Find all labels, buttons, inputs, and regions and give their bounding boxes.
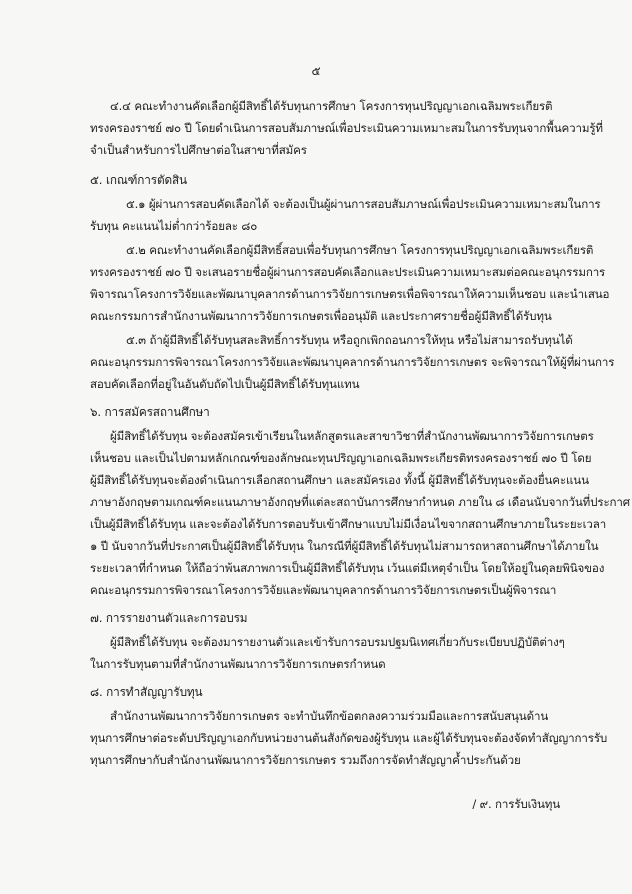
section-6-line-4: ภาษาอังกฤษตามเกณฑ์คะแนนภาษาอังกฤษที่แต่ละสถาบันการศึกษากำหนด ภายใน ๘ เดือนนับจากวันที่ประกาศ (90, 495, 630, 509)
clause-5-3-line-1: ๕.๓ ถ้าผู้มีสิทธิ์ได้รับทุนสละสิทธิ์การรับทุน หรือถูกเพิกถอนการให้ทุน หรือไม่สามารถรับทุนได้ (126, 333, 573, 347)
section-6-line-2: เห็นชอบ และเป็นไปตามหลักเกณฑ์ของลักษณะทุนปริญญาเอกเฉลิมพระเกียรติทรงครองราชย์ ๗๐ ปี โดย (90, 451, 592, 465)
clause-5-2-line-4: คณะกรรมการสำนักงานพัฒนาการวิจัยการเกษตรเพื่ออนุมัติ และประกาศรายชื่อผู้มีสิทธิ์ได้รับทุน (90, 309, 552, 323)
section-6-line-7: ระยะเวลาที่กำหนด ให้ถือว่าพ้นสภาพการเป็นผู้มีสิทธิ์ได้รับทุน เว้นแต่มีเหตุจำเป็น โดยให้อยู่ในดุลยพินิจของ (90, 561, 605, 575)
clause-5-1-line-2: รับทุน คะแนนไม่ต่ำกว่าร้อยละ ๘๐ (90, 219, 258, 233)
clause-4-4-line-1: ๔.๔ คณะทำงานคัดเลือกผู้มีสิทธิ์ได้รับทุนการศึกษา โครงการทุนปริญญาเอกเฉลิมพระเกียรติ (110, 99, 553, 113)
clause-4-4-line-3: จำเป็นสำหรับการไปศึกษาต่อในสาขาที่สมัคร (90, 143, 307, 157)
clause-4-4-line-2: ทรงครองราชย์ ๗๐ ปี โดยดำเนินการสอบสัมภาษณ์เพื่อประเมินความเหมาะสมในการรับทุนจากพื้นความรู้ที่ (90, 121, 603, 135)
clause-5-3-line-3: สอบคัดเลือกที่อยู่ในอันดับถัดไปเป็นผู้มีสิทธิ์ได้รับทุนแทน (90, 377, 360, 391)
section-8-line-2: ทุนการศึกษาต่อระดับปริญญาเอกกับหน่วยงานต้นสังกัดของผู้รับทุน และผู้ได้รับทุนจะต้องจัดทำสัญญาการรับ (90, 731, 608, 745)
clause-5-1-line-1: ๕.๑ ผู้ผ่านการสอบคัดเลือกได้ จะต้องเป็นผู้ผ่านการสอบสัมภาษณ์เพื่อประเมินความเหมาะสมในการ (126, 197, 601, 211)
section-6-line-5: เป็นผู้มีสิทธิ์ได้รับทุน และจะต้องได้รับการตอบรับเข้าศึกษาแบบไม่มีเงื่อนไขจากสถานศึกษาภายในระยะเวลา (90, 517, 607, 531)
section-8-line-3: ทุนการศึกษากับสำนักงานพัฒนาการวิจัยการเกษตร รวมถึงการจัดทำสัญญาค้ำประกันด้วย (90, 753, 521, 767)
section-6-line-1: ผู้มีสิทธิ์ได้รับทุน จะต้องสมัครเข้าเรียนในหลักสูตรและสาขาวิชาที่สำนักงานพัฒนาการวิจัยการเกษตร (110, 429, 594, 443)
section-6-line-3: ผู้มีสิทธิ์ได้รับทุนจะต้องดำเนินการเลือกสถานศึกษา และสมัครเอง ทั้งนี้ ผู้มีสิทธิ์ได้รับทุนจะต้องยื่นคะแนน (90, 473, 589, 487)
clause-5-2-line-2: ทรงครองราชย์ ๗๐ ปี จะเสนอรายชื่อผู้ผ่านการสอบคัดเลือกและประเมินความเหมาะสมต่อคณะอนุกรรมการ (90, 265, 606, 279)
section-6-heading: ๖. การสมัครสถานศึกษา (90, 405, 210, 419)
section-7-line-2: ในการรับทุนตามที่สำนักงานพัฒนาการวิจัยการเกษตรกำหนด (90, 657, 386, 671)
clause-5-2-line-3: พิจารณาโครงการวิจัยและพัฒนาบุคลากรด้านการวิจัยการเกษตรเพื่อพิจารณาให้ความเห็นชอบ และนำเสนอ (90, 287, 610, 301)
clause-5-3-line-2: คณะอนุกรรมการพิจารณาโครงการวิจัยและพัฒนาบุคลากรด้านการวิจัยการเกษตร จะพิจารณาให้ผู้ที่ผ่านการ (90, 355, 615, 369)
page-number: ๕ (311, 64, 321, 78)
continuation-note: / ๙. การรับเงินทุน (472, 797, 560, 811)
section-7-line-1: ผู้มีสิทธิ์ได้รับทุน จะต้องมารายงานตัวและเข้ารับการอบรมปฐมนิเทศเกี่ยวกับระเบียบปฏิบัติต่างๆ (110, 635, 565, 649)
section-8-line-1: สำนักงานพัฒนาการวิจัยการเกษตร จะทำบันทึกข้อตกลงความร่วมมือและการสนับสนุนด้าน (110, 709, 549, 723)
section-6-line-8: คณะอนุกรรมการพิจารณาโครงการวิจัยและพัฒนาบุคลากรด้านการวิจัยการเกษตรเป็นผู้พิจารณา (90, 583, 557, 597)
section-6-line-6: ๑ ปี นับจากวันที่ประกาศเป็นผู้มีสิทธิ์ได้รับทุน ในกรณีที่ผู้มีสิทธิ์ได้รับทุนไม่สามารถหาสถานศึกษาได้ภายใน (90, 539, 599, 553)
clause-5-2-line-1: ๕.๒ คณะทำงานคัดเลือกผู้มีสิทธิ์สอบเพื่อรับทุนการศึกษา โครงการทุนปริญญาเอกเฉลิมพระเกียรติ (126, 243, 594, 257)
section-8-heading: ๘. การทำสัญญารับทุน (90, 685, 203, 699)
section-7-heading: ๗. การรายงานตัวและการอบรม (90, 611, 248, 625)
section-5-heading: ๕. เกณฑ์การตัดสิน (90, 173, 187, 187)
